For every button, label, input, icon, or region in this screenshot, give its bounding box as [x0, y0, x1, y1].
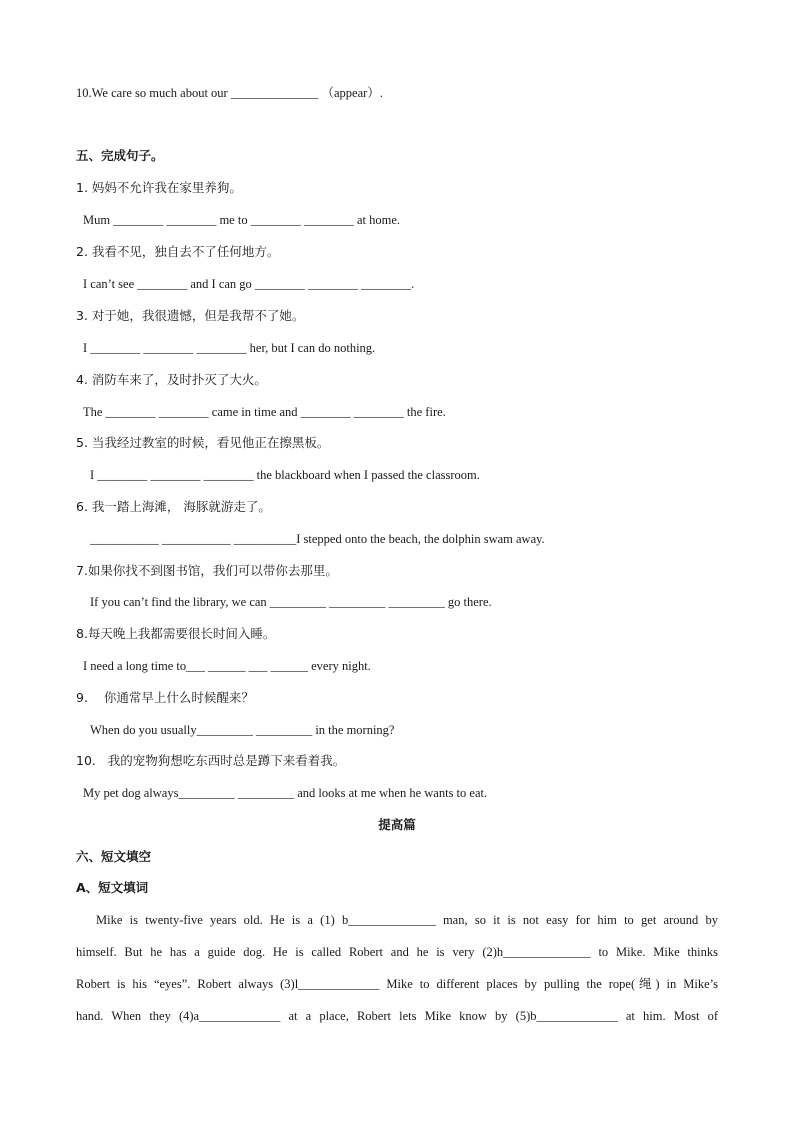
section-6-heading: 六、短文填空	[76, 849, 152, 864]
sentence-1-english: Mum ________ ________ me to ________ ________ at home.	[83, 213, 400, 227]
sentence-5-chinese: 5. 当我经过教室的时候，看见他正在擦黑板。	[76, 435, 330, 450]
sentence-9-english: When do you usually_________ _________ in the morning?	[90, 723, 395, 737]
sentence-4-chinese: 4. 消防车来了，及时扑灭了大火。	[76, 372, 267, 387]
passage-line-1: Mike is twenty-five years old. He is a (1) b______________ man, so it is not easy for him to get around by	[96, 913, 718, 927]
sentence-2-chinese: 2. 我看不见，独自去不了任何地方。	[76, 244, 280, 259]
sentence-8-chinese: 8.每天晚上我都需要很长时间入睡。	[76, 626, 276, 641]
sentence-8-english: I need a long time to___ ______ ___ ______ every night.	[83, 659, 371, 673]
advanced-section-title: 提高篇	[378, 817, 416, 832]
part-a-heading: A、短文填词	[76, 880, 149, 895]
question-10-appear: 10.We care so much about our ______________ （appear）.	[76, 86, 383, 100]
sentence-7-english: If you can’t find the library, we can _________ _________ _________ go there.	[90, 595, 492, 609]
sentence-1-chinese: 1. 妈妈不允许我在家里养狗。	[76, 180, 242, 195]
passage-line-3: Robert is his “eyes”. Robert always (3)l_____________ Mike to different places by pulling the rope(绳) in Mike’s	[76, 977, 718, 991]
sentence-10-chinese: 10. 我的宠物狗想吃东西时总是蹲下来看着我。	[76, 753, 346, 768]
sentence-2-english: I can’t see ________ and I can go ________ ________ ________.	[83, 277, 415, 291]
section-5-heading: 五、完成句子。	[76, 148, 164, 163]
sentence-3-chinese: 3. 对于她，我很遗憾，但是我帮不了她。	[76, 308, 305, 323]
sentence-7-chinese: 7.如果你找不到图书馆，我们可以带你去那里。	[76, 563, 338, 578]
sentence-4-english: The ________ ________ came in time and ________ ________ the fire.	[83, 405, 446, 419]
sentence-9-chinese: 9. 你通常早上什么时候醒来？	[76, 690, 254, 705]
passage-line-4: hand. When they (4)a_____________ at a place, Robert lets Mike know by (5)b_____________ at him. Most of	[76, 1009, 718, 1023]
sentence-5-english: I ________ ________ ________ the blackboard when I passed the classroom.	[90, 468, 480, 482]
sentence-3-english: I ________ ________ ________ her, but I can do nothing.	[83, 341, 376, 355]
sentence-6-chinese: 6. 我一踏上海滩， 海豚就游走了。	[76, 499, 271, 514]
sentence-6-english: ___________ ___________ __________I stepped onto the beach, the dolphin swam away.	[90, 532, 545, 546]
sentence-10-english: My pet dog always_________ _________ and looks at me when he wants to eat.	[83, 786, 488, 800]
passage-line-2: himself. But he has a guide dog. He is called Robert and he is very (2)h______________ to Mike. Mike thinks	[76, 945, 718, 959]
